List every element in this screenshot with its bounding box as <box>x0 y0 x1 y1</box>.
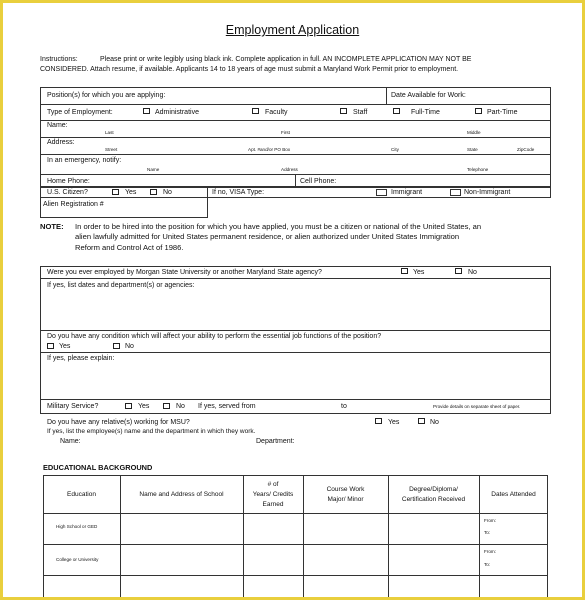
edu-row-high-school-label: High School or GED <box>56 524 98 529</box>
condition-no-checkbox[interactable] <box>113 343 120 349</box>
edu-header-dates: Dates Attended <box>491 491 536 498</box>
education-heading: EDUCATIONAL BACKGROUND <box>43 463 153 472</box>
non-immigrant-label: Non-Immigrant <box>464 189 511 196</box>
instructions-line-2: CONSIDERED. Attach resume, if available. Applicants 14 to 18 years of age must submit a Maryland Work Permit prior to employment. <box>40 66 459 73</box>
prior-employment-question: Were you ever employed by Morgan State University or another Maryland State agency? <box>47 269 322 276</box>
address-street-caption: Street <box>105 147 118 152</box>
employment-application-page <box>3 3 582 597</box>
us-citizen-label: U.S. Citizen? <box>47 189 88 196</box>
citizen-yes-label: Yes <box>125 189 137 196</box>
name-middle-caption: Middle <box>467 130 481 135</box>
administrative-label: Administrative <box>155 109 199 116</box>
military-service-label: Military Service? <box>47 403 99 410</box>
edu-row-high-school-to: To: <box>484 530 491 535</box>
part-time-checkbox[interactable] <box>475 108 482 114</box>
relatives-no-checkbox[interactable] <box>418 418 425 424</box>
emergency-label: In an emergency, notify: <box>47 157 122 164</box>
edu-header-years-2: Years/ Credits <box>252 491 294 498</box>
condition-yes-label: Yes <box>59 343 71 350</box>
edu-header-degree-1: Degree/Diploma/ <box>409 486 458 493</box>
name-last-caption: Last <box>105 130 114 135</box>
date-available-label: Date Available for Work: <box>391 92 466 99</box>
served-to-label: to <box>341 403 347 410</box>
address-state-caption: State <box>467 147 478 152</box>
condition-no-label: No <box>125 343 134 350</box>
note-label: NOTE: <box>40 222 64 231</box>
military-no-checkbox[interactable] <box>163 403 170 409</box>
emergency-telephone-caption: Telephone <box>467 167 489 172</box>
prior-employment-no-label: No <box>468 269 477 276</box>
prior-employment-details-field[interactable] <box>47 291 547 327</box>
note-line-2: alien lawfully admitted for United States permanent residence, or alien authorized under United States Immigration <box>75 232 460 241</box>
emergency-address-caption: Address <box>281 167 298 172</box>
home-phone-label: Home Phone: <box>47 178 90 185</box>
edu-row-high-school-from: From: <box>484 518 496 523</box>
cell-phone-label: Cell Phone: <box>300 178 337 185</box>
edu-header-education: Education <box>67 491 96 498</box>
note-line-3: Reform and Control Act of 1986. <box>75 243 184 252</box>
address-label: Address: <box>47 139 75 146</box>
name-first-caption: First <box>281 130 290 135</box>
cell-phone-field[interactable] <box>348 175 548 186</box>
instructions-label: Instructions: <box>40 56 78 63</box>
prior-employment-followup: If yes, list dates and department(s) or agencies: <box>47 282 195 289</box>
visa-type-label: If no, VISA Type: <box>212 189 265 196</box>
relative-department-label: Department: <box>256 438 295 445</box>
military-yes-checkbox[interactable] <box>125 403 132 409</box>
edu-row-college-from: From: <box>484 549 496 554</box>
employment-type-label: Type of Employment: <box>47 109 113 116</box>
prior-employment-yes-checkbox[interactable] <box>401 268 408 274</box>
edu-row-college-label: College or University <box>56 557 99 562</box>
address-apt-caption: Apt. #and/or PO Box <box>248 147 291 152</box>
edu-header-degree-2: Certification Received <box>401 496 466 503</box>
note-line-1: In order to be hired into the position for which you have applied, you must be a citizen or national of the United States, an <box>75 222 482 231</box>
address-city-caption: City <box>391 147 399 152</box>
page-title: Employment Application <box>225 23 360 37</box>
prior-employment-yes-label: Yes <box>413 269 425 276</box>
military-no-label: No <box>176 403 185 410</box>
address-zip-caption: ZipCode <box>517 147 535 152</box>
alien-registration-field[interactable] <box>121 199 205 216</box>
emergency-field[interactable] <box>143 156 543 166</box>
part-time-label: Part-Time <box>487 109 518 116</box>
immigrant-label: Immigrant <box>391 189 423 196</box>
instructions-line-1: Please print or write legibly using black ink. Complete application in full. AN INCOMPLETE APPLICATION MAY NOT BE <box>100 56 472 63</box>
edu-header-course-2: Major/ Minor <box>327 496 364 503</box>
relatives-yes-checkbox[interactable] <box>375 418 382 424</box>
relatives-question: Do you have any relative(s) working for MSU? <box>47 419 190 426</box>
faculty-label: Faculty <box>265 109 288 116</box>
condition-details-field[interactable] <box>47 364 547 397</box>
prior-employment-no-checkbox[interactable] <box>455 268 462 274</box>
edu-header-school: Name and Address of School <box>139 491 224 498</box>
staff-label: Staff <box>353 109 368 116</box>
faculty-checkbox[interactable] <box>252 108 259 114</box>
non-immigrant-checkbox[interactable] <box>450 189 461 196</box>
citizen-no-label: No <box>163 189 172 196</box>
served-from-label: If yes, served from <box>198 403 256 410</box>
relatives-yes-label: Yes <box>388 419 400 426</box>
military-yes-label: Yes <box>138 403 150 410</box>
military-note: Provide details on separate sheet of paper. <box>433 404 521 409</box>
edu-header-years-3: Earned <box>262 501 284 508</box>
citizen-no-checkbox[interactable] <box>150 189 157 195</box>
edu-header-years-1: # of <box>267 481 279 488</box>
date-available-field[interactable] <box>473 87 549 104</box>
relatives-followup: If yes, list the employee(s) name and the department in which they work. <box>47 428 256 435</box>
condition-followup: If yes, please explain: <box>47 355 115 362</box>
relatives-no-label: No <box>430 419 439 426</box>
condition-yes-checkbox[interactable] <box>47 343 54 349</box>
edu-header-course-1: Course Work <box>326 486 365 493</box>
relative-name-label: Name: <box>60 438 81 445</box>
emergency-name-caption: Name <box>147 167 160 172</box>
immigrant-checkbox[interactable] <box>376 189 387 196</box>
full-time-checkbox[interactable] <box>393 108 400 114</box>
name-label: Name: <box>47 122 68 129</box>
visa-type-field[interactable] <box>273 188 368 197</box>
staff-checkbox[interactable] <box>340 108 347 114</box>
full-time-label: Full-Time <box>411 109 440 116</box>
edu-row-college-to: To: <box>484 562 491 567</box>
administrative-checkbox[interactable] <box>143 108 150 114</box>
alien-registration-label: Alien Registration # <box>43 201 104 208</box>
condition-question: Do you have any condition which will affect your ability to perform the essential job functions of the position? <box>47 333 382 340</box>
position-label: Position(s) for which you are applying: <box>47 92 166 99</box>
citizen-yes-checkbox[interactable] <box>112 189 119 195</box>
position-field[interactable] <box>183 87 383 104</box>
home-phone-field[interactable] <box>103 175 293 186</box>
